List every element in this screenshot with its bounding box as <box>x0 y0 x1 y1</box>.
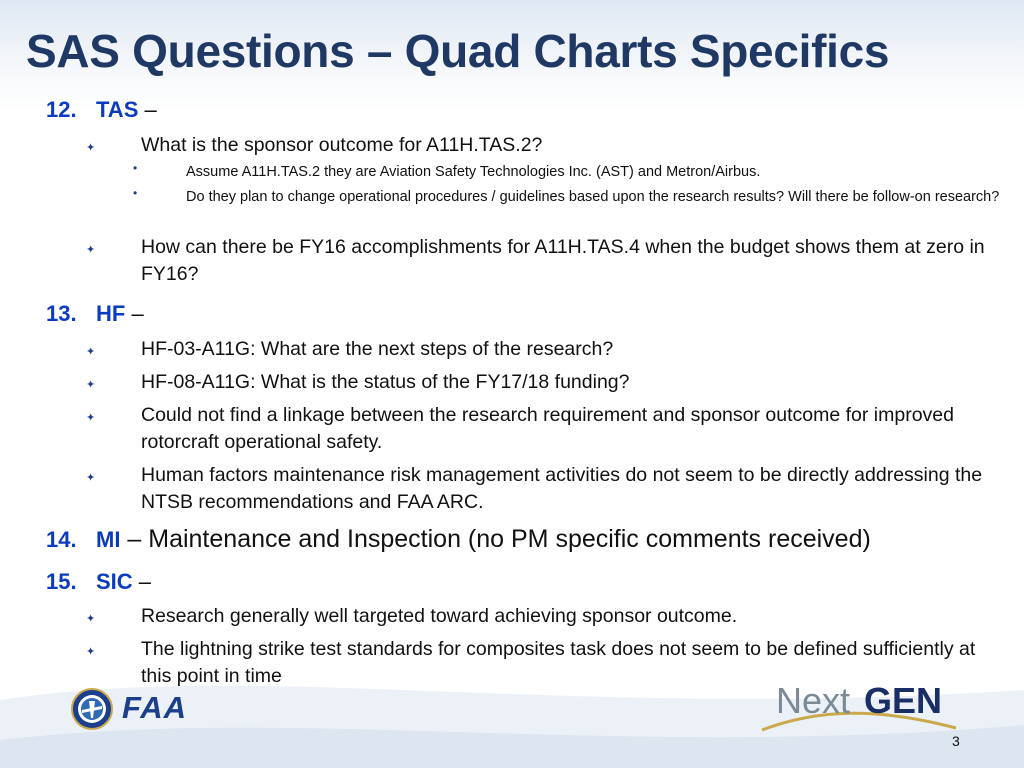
star-bullet-icon: ✦ <box>86 142 96 154</box>
section-number: 12. <box>46 97 77 122</box>
section-heading-rest: – <box>138 97 157 122</box>
section-abbr: TAS <box>96 97 139 122</box>
star-bullet-icon: ✦ <box>86 346 96 358</box>
list-item: Could not find a linkage between the research requirement and sponsor outcome for improved rotorcraft operational safety. <box>141 404 954 453</box>
section-abbr: HF <box>96 301 126 326</box>
faa-logo-text: FAA <box>122 690 187 725</box>
star-bullet-icon: ✦ <box>86 379 96 391</box>
section-heading-rest: – Maintenance and Inspection (no PM specific comments received) <box>120 525 871 553</box>
section-heading <box>96 569 151 595</box>
star-bullet-icon: ✦ <box>86 613 96 625</box>
sub-list-item: Assume A11H.TAS.2 they are Aviation Safety Technologies Inc. (AST) and Metron/Airbus. <box>186 164 761 180</box>
faa-seal-icon <box>71 688 113 730</box>
sub-list-item: Do they plan to change operational procedures / guidelines based upon the research results? Will there be follow-on research? <box>186 189 1000 205</box>
page-number: 3 <box>952 733 960 749</box>
star-bullet-icon: ✦ <box>86 244 96 256</box>
dot-bullet-icon: • <box>133 186 138 200</box>
star-bullet-icon: ✦ <box>86 412 96 424</box>
section-heading-rest: – <box>125 301 144 326</box>
slide-title: SAS Questions – Quad Charts Specifics <box>26 25 890 77</box>
section-abbr: SIC <box>96 569 133 594</box>
nextgen-logo-next: Next <box>776 680 851 721</box>
list-item: HF-08-A11G: What is the status of the FY17/18 funding? <box>141 371 630 393</box>
section-number: 14. <box>46 527 77 552</box>
list-item: Research generally well targeted toward achieving sponsor outcome. <box>141 605 738 627</box>
list-item: How can there be FY16 accomplishments for A11H.TAS.4 when the budget shows them at zero in FY16? <box>141 236 985 285</box>
section-heading <box>96 301 144 327</box>
nextgen-logo-gen: GEN <box>864 680 943 721</box>
section-number: 13. <box>46 301 77 326</box>
section-heading-rest: – <box>132 569 152 594</box>
list-item: The lightning strike test standards for composites task does not seem to be defined sufficiently at this point in time <box>141 638 976 687</box>
star-bullet-icon: ✦ <box>86 472 96 484</box>
list-item: Human factors maintenance risk management activities do not seem to be directly addressing the NTSB recommendations and FAA ARC. <box>141 464 983 513</box>
list-item: HF-03-A11G: What are the next steps of the research? <box>141 338 614 360</box>
list-item: What is the sponsor outcome for A11H.TAS.2? <box>141 134 543 156</box>
dot-bullet-icon: • <box>133 161 138 175</box>
section-heading <box>96 97 157 123</box>
section-heading <box>96 525 871 554</box>
section-number: 15. <box>46 569 77 594</box>
section-abbr: MI <box>96 527 121 552</box>
star-bullet-icon: ✦ <box>86 646 96 658</box>
